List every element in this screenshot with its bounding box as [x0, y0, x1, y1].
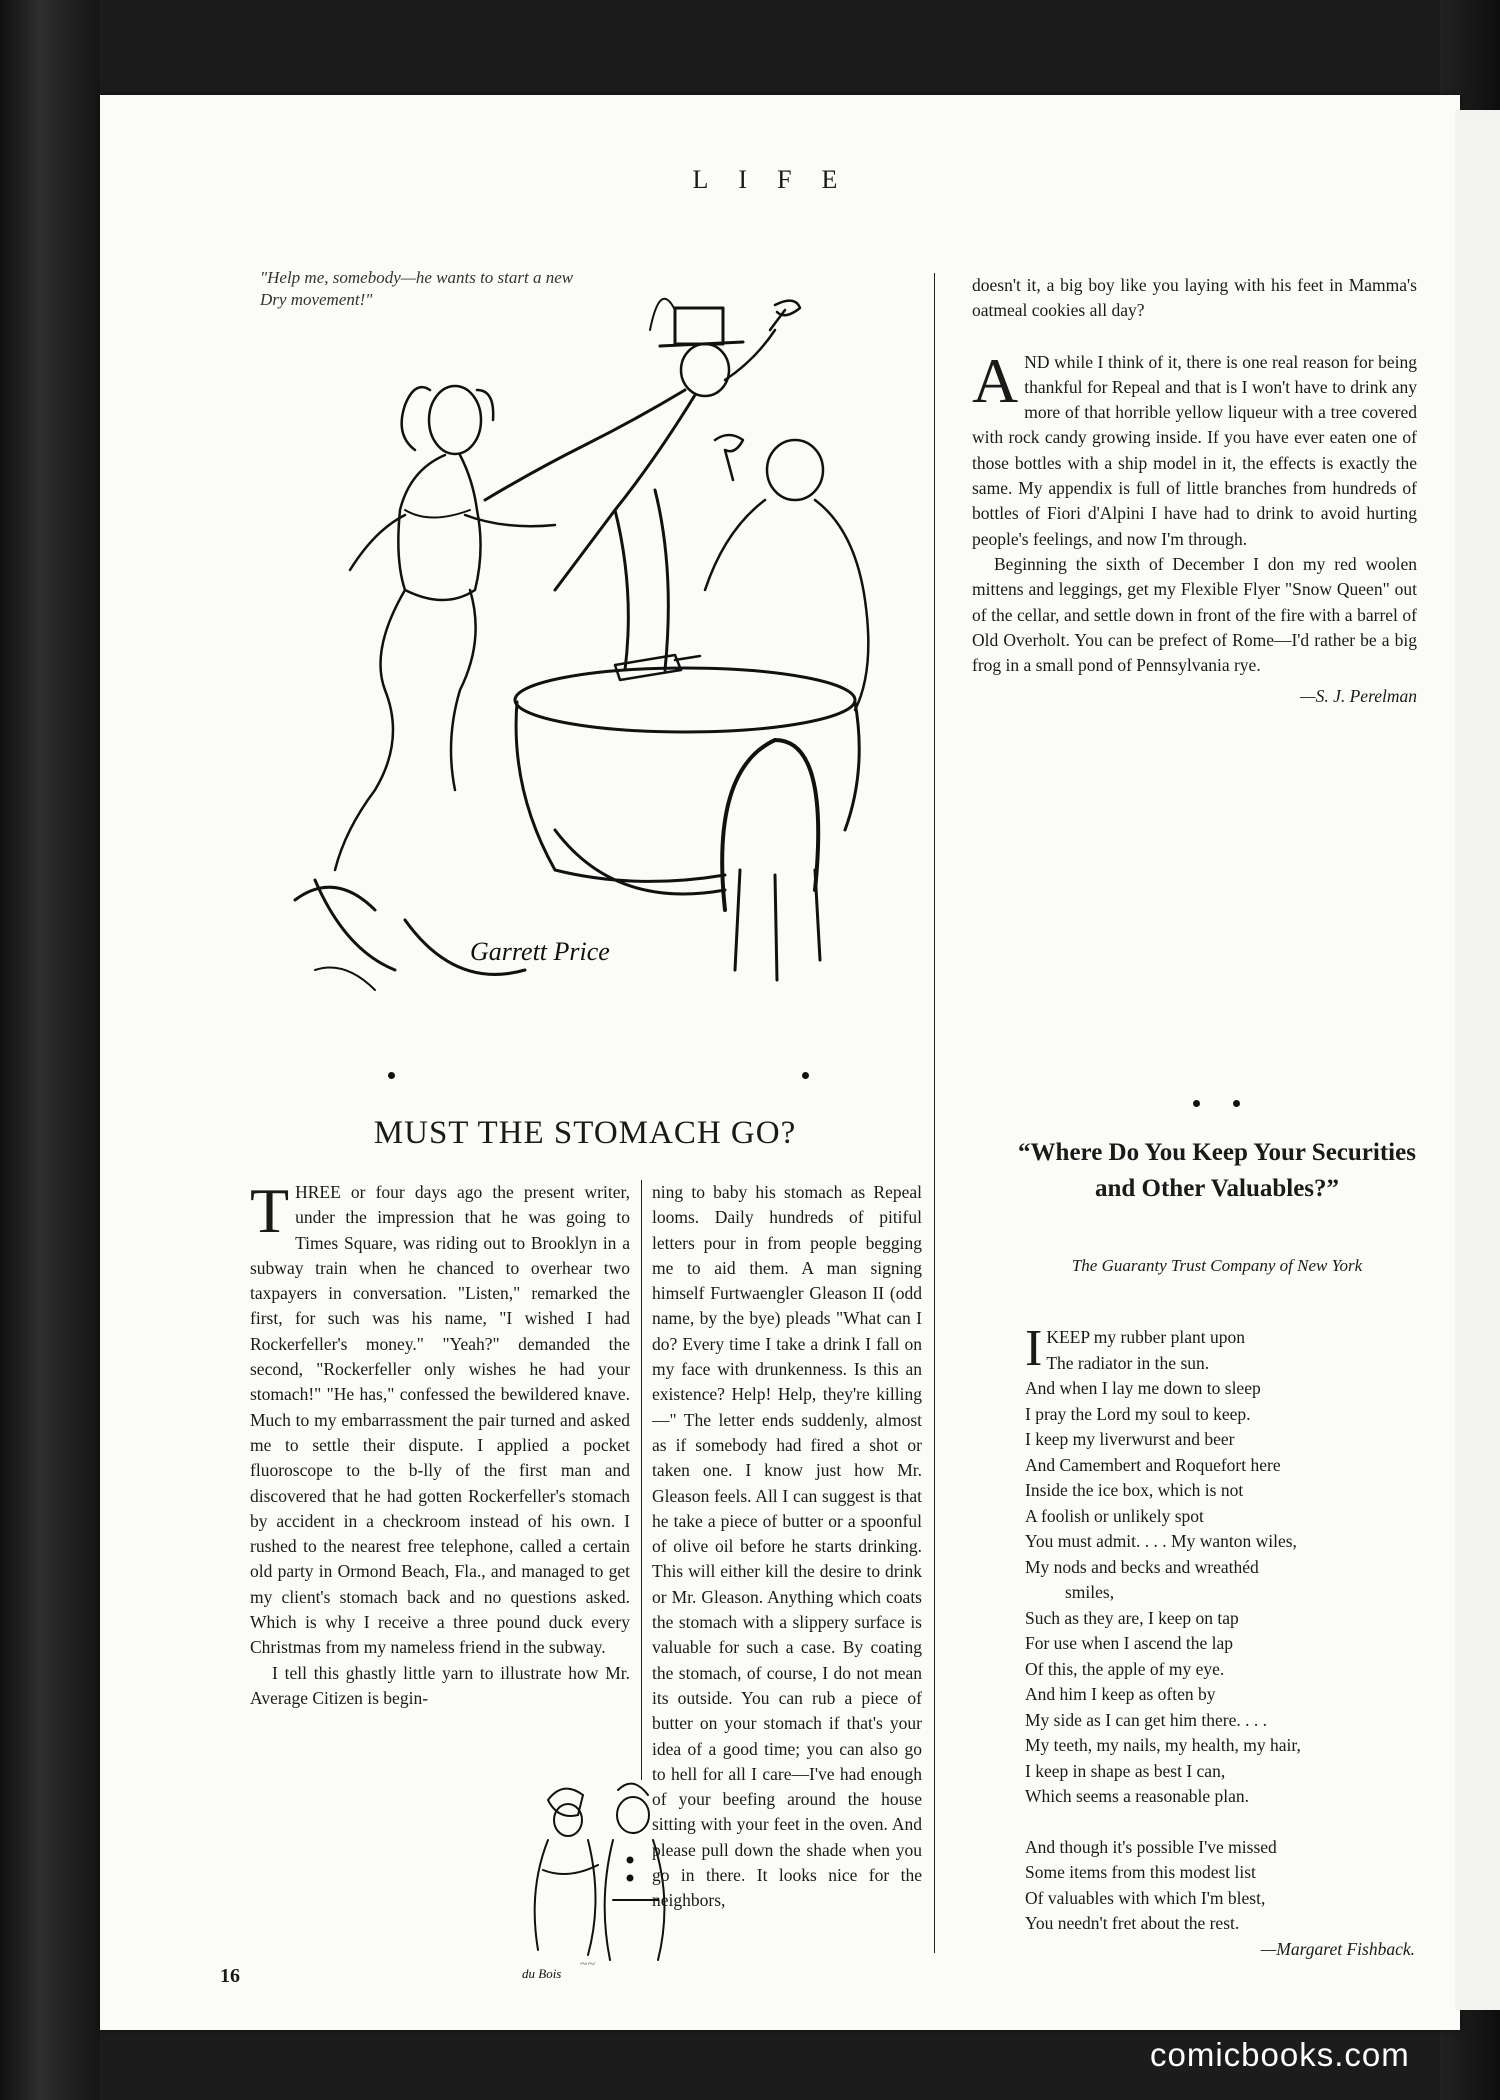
footer-mark: ~~	[580, 1957, 596, 1972]
article-column-2	[652, 1180, 922, 1914]
poem-line: Which seems a reasonable plan.	[1025, 1786, 1250, 1806]
poem-line: I keep in shape as best I can,	[1025, 1760, 1226, 1781]
article-paragraph: Beginning the sixth of December I don my red woolen mittens and leggings, get my Flexible Flyer "Snow Queen" out of the cellar, and settle down in front of the fire with a barrel of Old Overholt. You can be prefect of Rome—I'd rather be a big frog in a small pond of Pennsylvania rye.	[972, 553, 1417, 676]
poem-signature: —Margaret Fishback.	[1260, 1938, 1415, 1959]
poem-subtitle: The Guaranty Trust Company of New York	[1071, 1256, 1363, 1275]
article-column-3	[972, 273, 1417, 710]
poem-line: Inside the ice box, which is not	[1025, 1480, 1244, 1500]
poem-line: Such as they are, I keep on tap	[1025, 1607, 1239, 1628]
author-signature: —S. J. Perelman	[1300, 686, 1417, 707]
poem-line: A foolish or unlikely spot	[1025, 1505, 1204, 1526]
poem-line: You must admit. . . . My wanton wiles,	[1025, 1531, 1297, 1551]
watermark: comicbooks.com	[1150, 2036, 1410, 2073]
small-cartoon-illustration	[518, 1760, 678, 1990]
article-paragraph: I tell this ghastly little yarn to illustrate how Mr. Average Citizen is begin-	[250, 1662, 630, 1708]
poem-line: The radiator in the sun.	[1046, 1352, 1210, 1373]
poem-line: And though it's possible I've missed	[1025, 1836, 1277, 1857]
article-headline: MUST THE STOMACH GO?	[373, 1115, 797, 1151]
cartoon-artist-signature: Garrett Price	[470, 937, 610, 966]
article-paragraph: doesn't it, a big boy like you laying with his feet in Mamma's oatmeal cookies all day?	[972, 275, 1417, 321]
poem-line: My teeth, my nails, my health, my hair,	[1025, 1735, 1301, 1755]
magazine-page	[100, 95, 1460, 2030]
article-paragraph: HREE or four days ago the present writer, under the impression that he was going to Times Square, was riding out to Brooklyn in a subway train when he chanced to overhear two taxpayers in conversation. "Listen," remarked the first, for such was his name, "I wished I had Rockerfeller's money." "Yeah?" demanded the second, "Rockerfeller only wishes he had your stomach!" "He has," confessed the bewildered knave. Much to my embarrassment the pair turned and asked me to settle their dispute. I applied a pocket fluoroscope to the b-lly of the first man and discovered that he had gotten Rockerfeller's stomach by accident in a checkroom instead of his own. I rushed to the nearest free telephone, called a certain old party in Ormond Beach, Fla., and managed to get my client's stomach back and no questions asked. Which is why I receive a three pound duck every Christmas from my nameless friend in the subway.	[250, 1182, 630, 1658]
separator-bullet	[388, 1072, 395, 1079]
poem-line: My side as I can get him there. . . .	[1025, 1709, 1268, 1730]
article-paragraph: ning to baby his stomach as Repeal looms. Daily hundreds of pitiful letters pour in from people begging me to aid them. A man signing himself Furtwaengler Gleason II (odd name, by the bye) pleads "What can I do? Every time I take a drink I fall on my face with drunkenness. Is this an existence? Help! Help, they're killing—" The letter ends suddenly, almost as if somebody had fired a shot or taken one. I know just how Mr. Gleason feels. All I can suggest is that he take a piece of butter or a spoonful of olive oil before he starts drinking. This will either kill the desire to drink or Mr. Gleason. Anything which coats the stomach with a slippery surface is valuable for such a case. By coating the stomach, of course, I do not mean its outside. You can rub a piece of butter on your stomach if that's your idea of a good time; you can also go to hell for all I care—I've had enough of your beefing around the house sitting with your feet in the oven. And please pull down the shade when you go in there. It looks nice for the neighbors,	[652, 1182, 922, 1911]
poem-line: I keep my liverwurst and beer	[1025, 1429, 1235, 1449]
poem-line: For use when I ascend the lap	[1025, 1633, 1233, 1653]
page-number: 16	[220, 1965, 240, 1987]
scan-border-left	[0, 0, 100, 2100]
poem-line: Some items from this modest list	[1025, 1862, 1256, 1882]
dropcap: I	[1025, 1320, 1043, 1377]
main-cartoon-illustration	[255, 270, 915, 1040]
poem-line: You needn't fret about the rest.	[1025, 1913, 1240, 1933]
dropcap: T	[250, 1175, 290, 1246]
article-column-1	[250, 1175, 630, 1711]
poem-line: And when I lay me down to sleep	[1025, 1378, 1261, 1398]
poem-line: And him I keep as often by	[1025, 1684, 1216, 1704]
cartoon-caption: "Help me, somebody—he wants to start a new Dry movement!"	[260, 268, 574, 309]
column-rule	[641, 1180, 642, 1780]
poem-headline: “Where Do You Keep Your Securities and Other Valuables?”	[1018, 1139, 1416, 1202]
poem-line: Of valuables with which I'm blest,	[1025, 1887, 1266, 1908]
poem-line: And Camembert and Roquefort here	[1025, 1454, 1281, 1475]
article-paragraph: ND while I think of it, there is one real reason for being thankful for Repeal and that is I won't have to drink any more of that horrible yellow liqueur with a tree covered with rock candy growing inside. If you have ever eaten one of those bottles with a ship model in it, the effects is exactly the same. My appendix is full of little branches from hundreds of bottles of Fiori d'Alpini I have had to drink to avoid hurting people's feelings, and now I'm through.	[972, 351, 1417, 549]
separator-bullet	[802, 1072, 809, 1079]
small-cartoon-signature: du Bois	[522, 1966, 562, 1981]
dropcap: A	[972, 344, 1019, 416]
poem-line: smiles,	[1065, 1582, 1115, 1602]
adjacent-page-edge	[1455, 110, 1500, 2010]
poem-line: My nods and becks and wreathéd	[1025, 1556, 1259, 1577]
masthead: LIFE	[692, 165, 868, 194]
poem	[1025, 1320, 1425, 1962]
separator-bullet	[1193, 1100, 1200, 1107]
poem-line: I pray the Lord my soul to keep.	[1025, 1403, 1251, 1424]
separator-bullet	[1233, 1100, 1240, 1107]
poem-line: Of this, the apple of my eye.	[1025, 1658, 1225, 1679]
poem-line: KEEP my rubber plant upon	[1046, 1327, 1245, 1347]
column-rule	[934, 273, 935, 1953]
